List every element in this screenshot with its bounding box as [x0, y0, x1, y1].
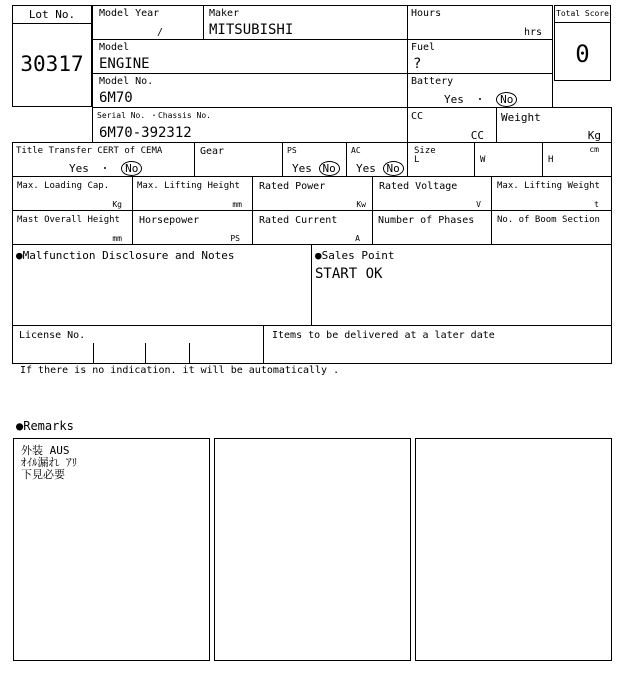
remarks-label: ●Remarks: [16, 419, 74, 433]
cc-label: CC: [411, 111, 424, 122]
weight-label: Weight: [501, 111, 541, 124]
title-transfer-options: [69, 161, 142, 176]
spec-row-1-cell-2: [132, 176, 253, 211]
ps-cell: [282, 142, 347, 177]
hours-unit: hrs: [523, 27, 542, 38]
indication-note: If there is no indication. it will be automatically .: [20, 365, 340, 376]
maker-cell: [203, 5, 408, 40]
lot-number: 30317: [20, 52, 84, 76]
model-label: Model: [99, 42, 130, 53]
battery-no-circled: No: [496, 92, 517, 107]
ps-no-circled: No: [319, 161, 340, 176]
spec-row-2-cell-5: [491, 210, 612, 245]
remarks-line-3: 下見必要: [21, 468, 65, 481]
total-score-box: [554, 5, 611, 81]
spec-row-2-cell-1: [12, 210, 133, 245]
hours-label: Hours: [411, 8, 442, 19]
cc-cell: [407, 107, 497, 143]
ac-yes: Yes: [356, 162, 376, 175]
size-cell: [407, 142, 612, 177]
model-year-cell: [92, 5, 204, 40]
items-later-label: Items to be delivered at a later date: [272, 330, 495, 341]
mast-overall-height-label: Mast Overall Height: [17, 215, 120, 225]
serial-cell: [92, 107, 408, 143]
remarks-line-2: ｵｲﾙ漏れ ｱﾘ: [21, 456, 78, 469]
ac-cell: [346, 142, 408, 177]
spec-row-1-cell-1: [12, 176, 133, 211]
ac-options: [356, 161, 404, 176]
total-score-label: Total Score: [556, 9, 609, 18]
spec-row-1-cell-5: [491, 176, 612, 211]
title-transfer-no-circled: No: [121, 161, 142, 176]
license-label: License No.: [19, 330, 86, 341]
spec-row-2-cell-2: [132, 210, 253, 245]
sales-point-label: ●Sales Point: [315, 249, 395, 262]
horsepower-unit: PS: [230, 234, 240, 243]
lot-label: Lot No.: [28, 8, 76, 21]
spec-row-2-cell-3: [252, 210, 373, 245]
lot-box: [12, 5, 92, 107]
rated-current-unit: A: [355, 234, 360, 243]
ps-label: PS: [287, 146, 297, 155]
size-h: H: [548, 155, 554, 165]
boom-section-label: No. of Boom Section: [497, 215, 600, 225]
weight-cell: [496, 107, 612, 143]
fuel-cell: [407, 39, 553, 74]
battery-yes: Yes: [444, 93, 464, 106]
ac-label: AC: [351, 146, 361, 155]
fuel-value: ?: [413, 56, 422, 72]
gear-label: Gear: [200, 146, 225, 157]
battery-sep: ・: [474, 93, 486, 106]
model-value: ENGINE: [99, 56, 150, 72]
items-later-cell: [263, 325, 612, 364]
size-l: L: [414, 155, 420, 165]
model-year-label: Model Year: [99, 8, 160, 19]
remarks-line-1: 外装 AUS: [21, 444, 70, 457]
remarks-box-2: [214, 438, 411, 661]
maker-label: Maker: [209, 8, 240, 19]
max-loading-cap-unit: Kg: [112, 200, 122, 209]
serial-value: 6M70-392312: [99, 125, 192, 141]
remarks-box-1: [13, 438, 210, 661]
gear-cell: [194, 142, 283, 177]
rated-voltage-label: Rated Voltage: [379, 181, 458, 192]
cc-unit: CC: [470, 129, 484, 142]
serial-label: Serial No. ・Chassis No.: [97, 111, 211, 120]
spec-row-2-cell-4: [372, 210, 492, 245]
max-lifting-height-unit: mm: [232, 200, 242, 209]
size-unit: cm: [589, 145, 599, 154]
max-lifting-height-label: Max. Lifting Height: [137, 181, 240, 191]
battery-label: Battery: [411, 76, 454, 87]
rated-current-label: Rated Current: [259, 215, 338, 226]
remarks-box-3: [415, 438, 612, 661]
ps-yes: Yes: [292, 162, 312, 175]
rated-voltage-unit: V: [476, 200, 481, 209]
sales-point-cell: [311, 244, 612, 326]
model-no-label: Model No.: [99, 76, 154, 87]
license-cell: [12, 325, 264, 364]
model-year-value: /: [157, 27, 164, 38]
malfunction-cell: [12, 244, 312, 326]
model-cell: [92, 39, 408, 74]
model-no-value: 6M70: [99, 90, 133, 106]
title-transfer-yes: Yes: [69, 162, 89, 175]
title-transfer-sep: ・: [99, 162, 111, 175]
spec-row-1-cell-3: [252, 176, 373, 211]
malfunction-label: ●Malfunction Disclosure and Notes: [16, 249, 235, 262]
mast-overall-height-unit: mm: [112, 234, 122, 243]
title-transfer-label: Title Transfer CERT of CEMA: [16, 146, 163, 156]
ac-no-circled: No: [383, 161, 404, 176]
spec-row-1-cell-4: [372, 176, 492, 211]
ps-options: [292, 161, 340, 176]
weight-unit: Kg: [587, 129, 601, 142]
size-label: Size: [414, 146, 436, 156]
rated-power-unit: Kw: [356, 200, 366, 209]
maker-value: MITSUBISHI: [209, 22, 294, 38]
model-no-cell: [92, 73, 408, 108]
battery-options: [444, 92, 517, 107]
number-of-phases-label: Number of Phases: [378, 215, 475, 226]
sales-point-value: START OK: [315, 266, 383, 282]
rated-power-label: Rated Power: [259, 181, 326, 192]
hours-cell: [407, 5, 553, 40]
horsepower-label: Horsepower: [139, 215, 200, 226]
battery-cell: [407, 73, 553, 108]
max-loading-cap-label: Max. Loading Cap.: [17, 181, 110, 191]
total-score-value: 0: [575, 40, 590, 68]
fuel-label: Fuel: [411, 42, 436, 53]
size-w: W: [480, 155, 486, 165]
title-transfer-cell: [12, 142, 195, 177]
max-lifting-weight-unit: t: [594, 200, 599, 209]
max-lifting-weight-label: Max. Lifting Weight: [497, 181, 600, 191]
